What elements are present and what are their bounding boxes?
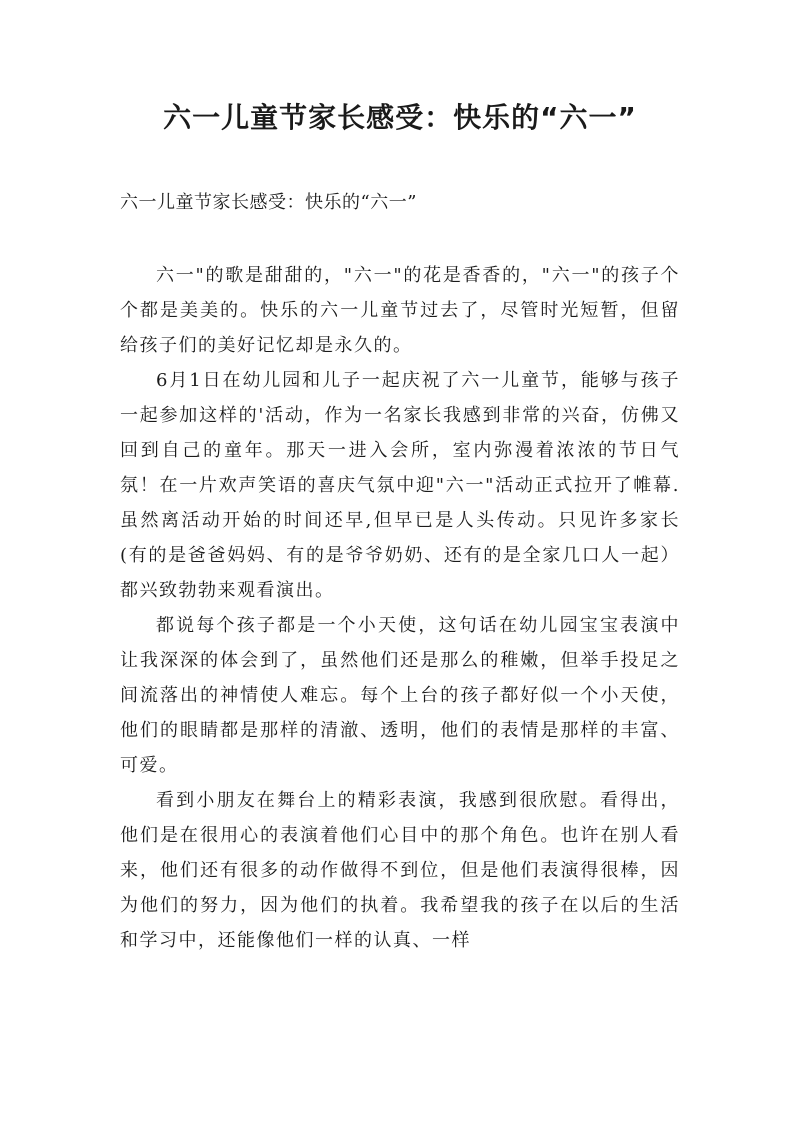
paragraph-1: 六一"的歌是甜甜的，"六一"的花是香香的，"六一"的孩子个个都是美美的。快乐的六一儿童节过去了，尽管时光短暂，但留给孩子们的美好记忆却是永久的。 [120,265,680,356]
article-body [120,258,680,958]
document-subtitle: 六一儿童节家长感受：快乐的“六一” [120,192,417,213]
paragraph-3: 都说每个孩子都是一个小天使，这句话在幼儿园宝宝表演中让我深深的体会到了，虽然他们还是那么的稚嫩，但举手投足之间流落出的神情使人难忘。每个上台的孩子都好似一个小天使，他们的眼睛都是那样的清澈、透明，他们的表情是那样的丰富、可爱。 [120,615,680,776]
paragraph-4: 看到小朋友在舞台上的精彩表演，我感到很欣慰。看得出，他们是在很用心的表演着他们心目中的那个角色。也许在别人看来，他们还有很多的动作做得不到位，但是他们表演得很棒，因为他们的努力，因为他们的执着。我希望我的孩子在以后的生活和学习中，还能像他们一样的认真、一样 [120,790,680,951]
paragraph-2: 6月1日在幼儿园和儿子一起庆祝了六一儿童节，能够与孩子一起参加这样的'活动，作为一名家长我感到非常的兴奋，仿佛又回到自己的童年。那天一进入会所，室内弥漫着浓浓的节日气氛！在一片欢声笑语的喜庆气氛中迎"六一"活动正式拉开了帷幕.虽然离活动开始的时间还早,但早已是人头传动。只见许多家长(有的是爸爸妈妈、有的是爷爷奶奶、还有的是全家几口人一起）都兴致勃勃来观看演出。 [120,370,680,601]
document-title: 六一儿童节家长感受：快乐的“六一” [163,101,637,134]
